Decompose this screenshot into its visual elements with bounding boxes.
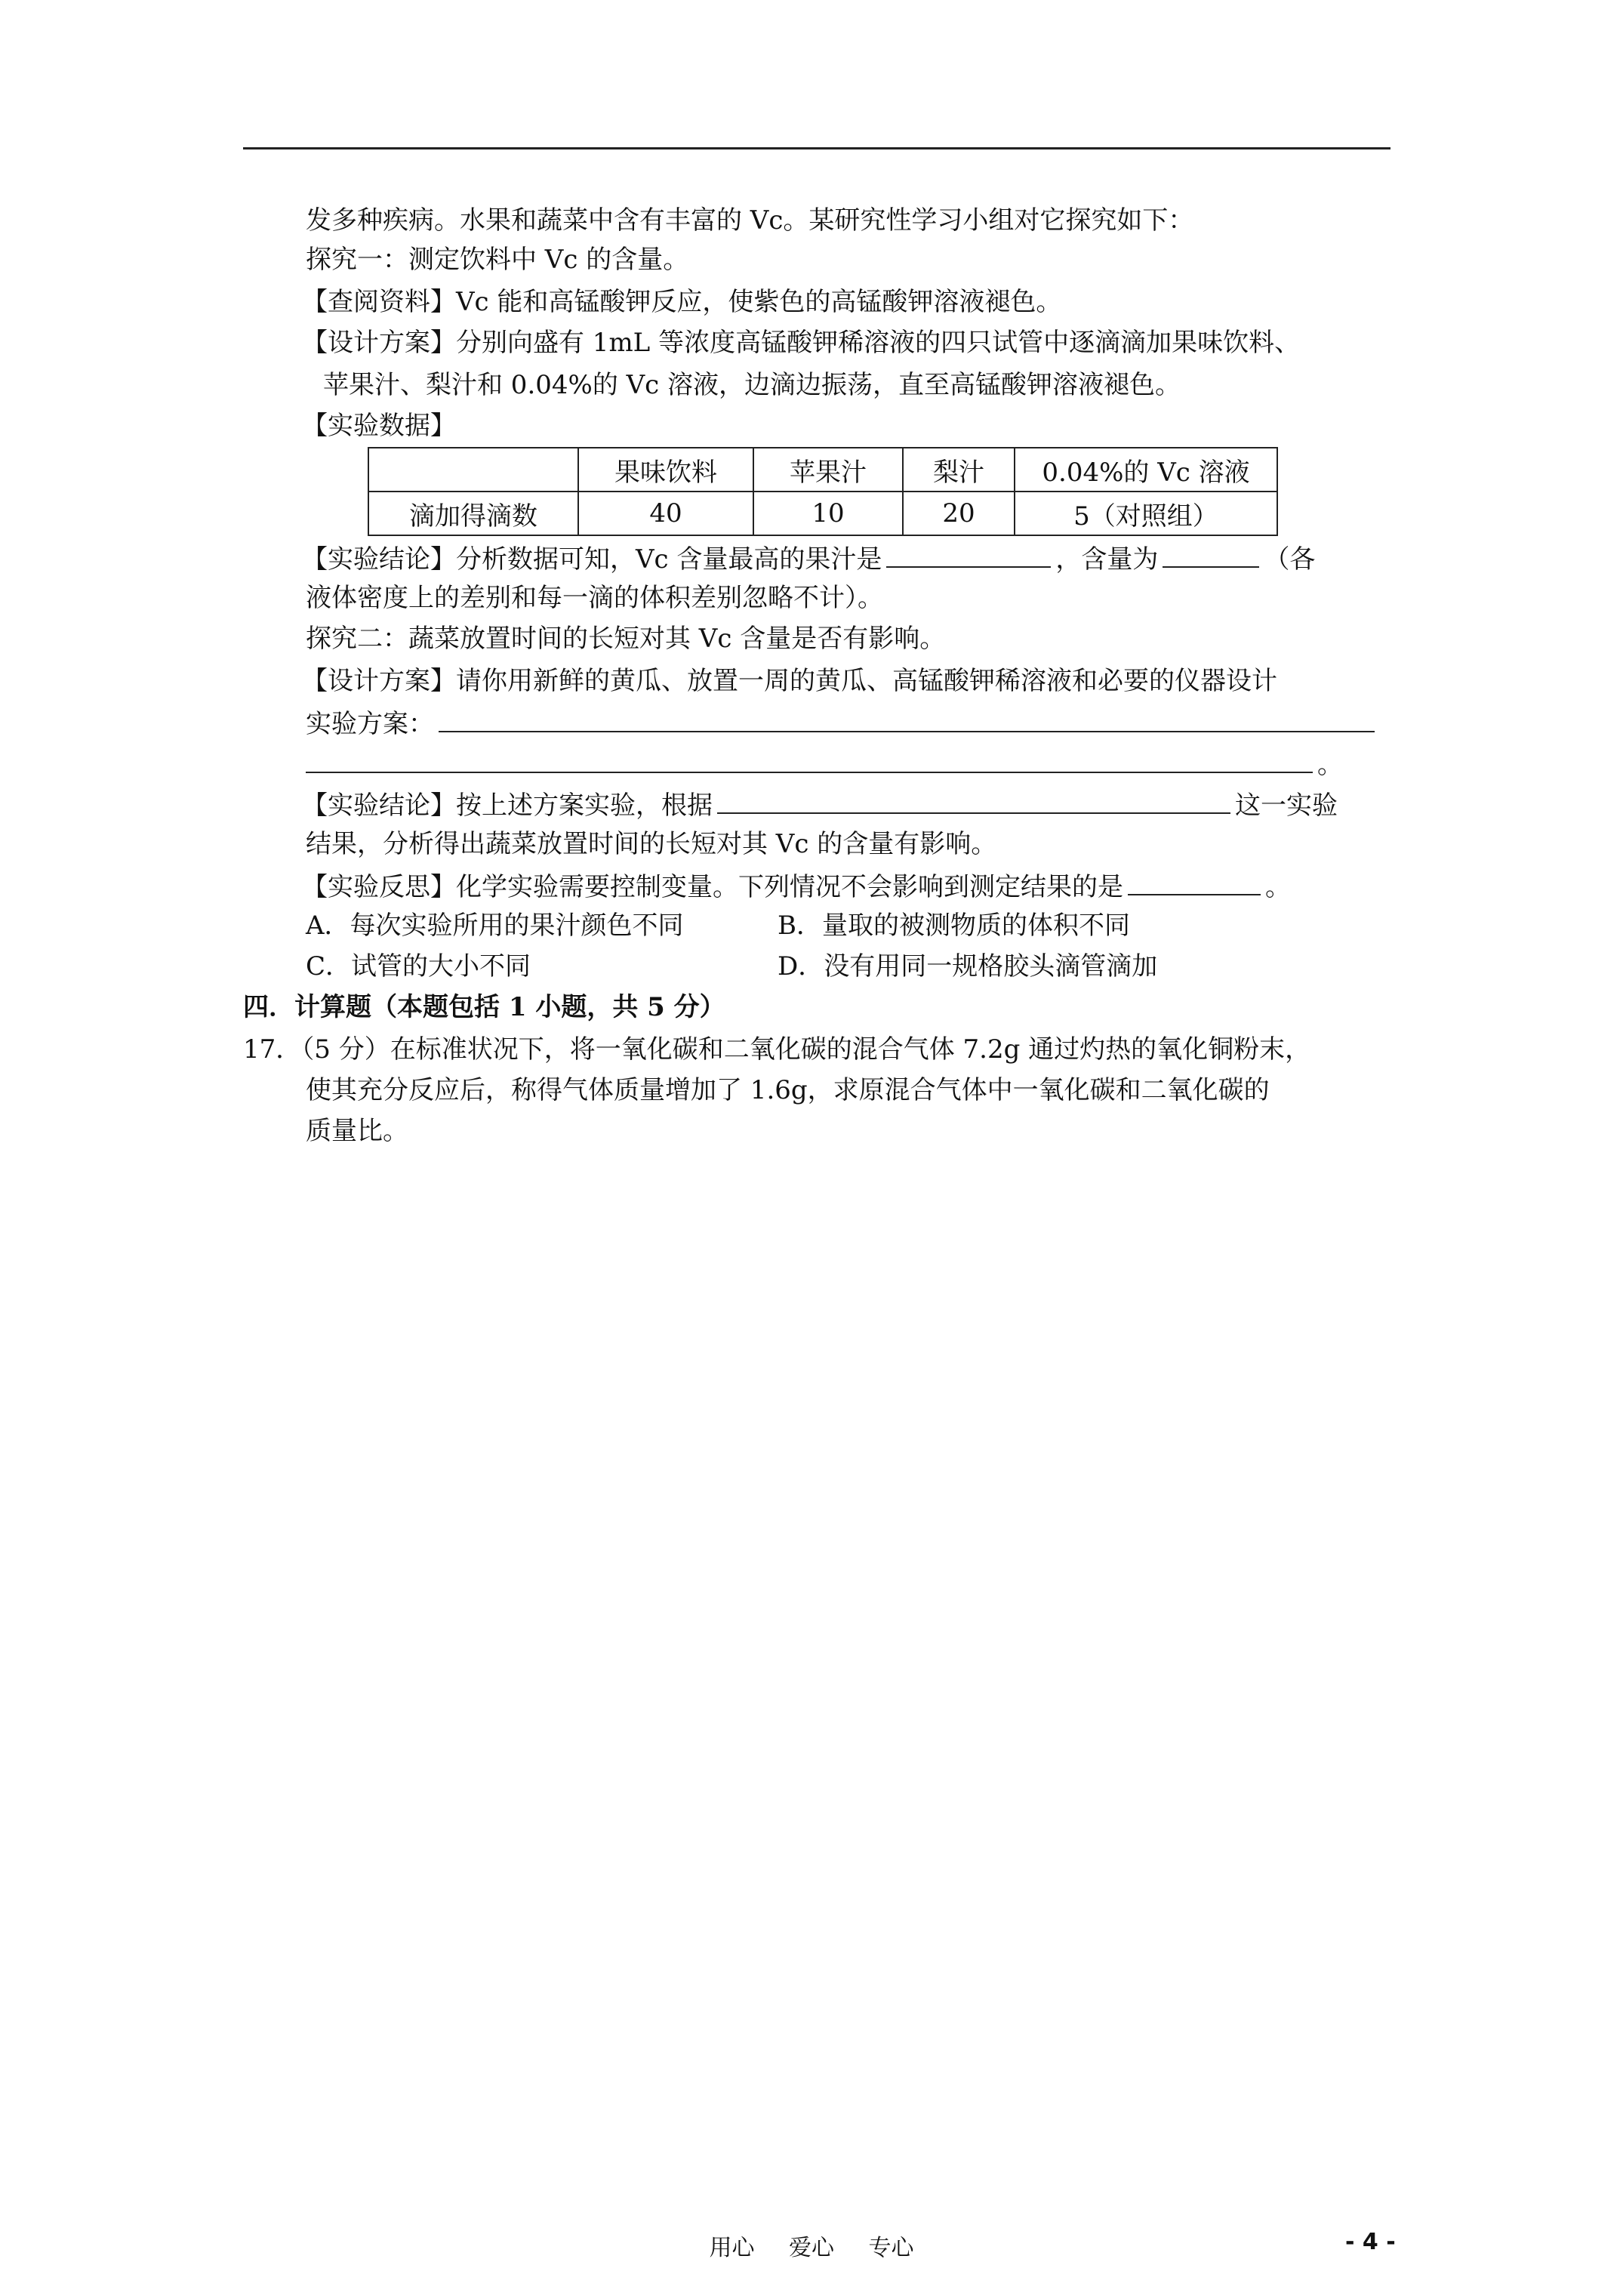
table-header-cell: 梨汁 (903, 448, 1015, 492)
text-line-9: 探究二：蔬菜放置时间的长短对其 Vc 含量是否有影响。 (306, 624, 946, 654)
result-tail: 这一实验 (1235, 791, 1338, 821)
answer-blank-plan-2[interactable] (306, 746, 1313, 773)
content-label: ，含量为 (1055, 544, 1159, 575)
text-line-1: 发多种疾病。水果和蔬菜中含有丰富的 Vc。某研究性学习小组对它探究如下： (306, 205, 1194, 236)
text-line-10: 【设计方案】请你用新鲜的黄瓜、放置一周的黄瓜、高锰酸钾稀溶液和必要的仪器设计 (302, 666, 1277, 696)
text-line-15 (302, 868, 1291, 904)
question-17-line-3: 质量比。 (306, 1116, 408, 1146)
table-row-label: 滴加得滴数 (368, 492, 578, 535)
table-cell: 5（对照组） (1015, 492, 1277, 535)
table-header-row (368, 448, 1277, 492)
answer-blank-result[interactable] (717, 787, 1230, 814)
footer-item: 专心 (868, 2235, 914, 2261)
header-rule (243, 147, 1390, 149)
plan-end: 。 (1317, 750, 1343, 780)
option-c: C．试管的大小不同 (306, 951, 531, 982)
footer-item: 爱心 (789, 2235, 834, 2261)
text-line-11 (306, 705, 1379, 741)
note-open: （各 (1264, 544, 1316, 575)
text-line-12 (306, 746, 1343, 781)
answer-blank-reflection[interactable] (1128, 868, 1261, 895)
reflection-label: 【实验反思】化学实验需要控制变量。下列情况不会影响到测定结果的是 (302, 872, 1123, 902)
text-line-6: 【实验数据】 (302, 411, 456, 441)
text-line-3: 【查阅资料】Vc 能和高锰酸钾反应，使紫色的高锰酸钾溶液褪色。 (302, 287, 1062, 317)
answer-blank-juice[interactable] (886, 541, 1051, 568)
table-header-cell: 果味饮料 (578, 448, 753, 492)
table-header-cell (368, 448, 578, 492)
result-label: 【实验结论】按上述方案实验，根据 (302, 791, 713, 821)
question-17-line-2: 使其充分反应后，称得气体质量增加了 1.6g，求原混合气体中一氧化碳和二氧化碳的 (306, 1075, 1270, 1105)
option-d: D．没有用同一规格胶头滴管滴加 (778, 951, 1158, 982)
experiment-data-table (368, 447, 1278, 536)
table-row (368, 492, 1277, 535)
table-cell: 10 (753, 492, 903, 535)
text-line-13 (302, 787, 1338, 822)
answer-blank-content[interactable] (1163, 541, 1259, 568)
page-number: - 4 - (1345, 2229, 1396, 2255)
table-header-cell: 0.04%的 Vc 溶液 (1015, 448, 1277, 492)
question-17-line-1: 17．（5 分）在标准状况下，将一氧化碳和二氧化碳的混合气体 7.2g 通过灼热的氧化铜粉末， (243, 1034, 1311, 1065)
text-line-7 (302, 541, 1315, 576)
text-line-4: 【设计方案】分别向盛有 1mL 等浓度高锰酸钾稀溶液的四只试管中逐滴滴加果味饮料、 (302, 328, 1301, 358)
answer-blank-plan-1[interactable] (439, 705, 1375, 732)
table-cell: 40 (578, 492, 753, 535)
footer-item: 用心 (709, 2235, 755, 2261)
reflection-end: 。 (1265, 872, 1291, 902)
text-line-5: 苹果汁、梨汁和 0.04%的 Vc 溶液，边滴边振荡，直至高锰酸钾溶液褪色。 (323, 370, 1181, 400)
table-header-cell: 苹果汁 (753, 448, 903, 492)
table-cell: 20 (903, 492, 1015, 535)
text-line-14: 结果，分析得出蔬菜放置时间的长短对其 Vc 的含量有影响。 (306, 829, 997, 859)
plan-label: 实验方案： (306, 709, 434, 739)
conclusion-label: 【实验结论】分析数据可知，Vc 含量最高的果汁是 (302, 544, 882, 575)
option-b: B．量取的被测物质的体积不同 (778, 911, 1130, 941)
section-heading: 四．计算题（本题包括 1 小题，共 5 分） (243, 992, 725, 1022)
text-line-8: 液体密度上的差别和每一滴的体积差别忽略不计）。 (306, 583, 883, 613)
option-a: A．每次实验所用的果汁颜色不同 (306, 911, 684, 941)
text-line-2: 探究一：测定饮料中 Vc 的含量。 (306, 245, 689, 275)
